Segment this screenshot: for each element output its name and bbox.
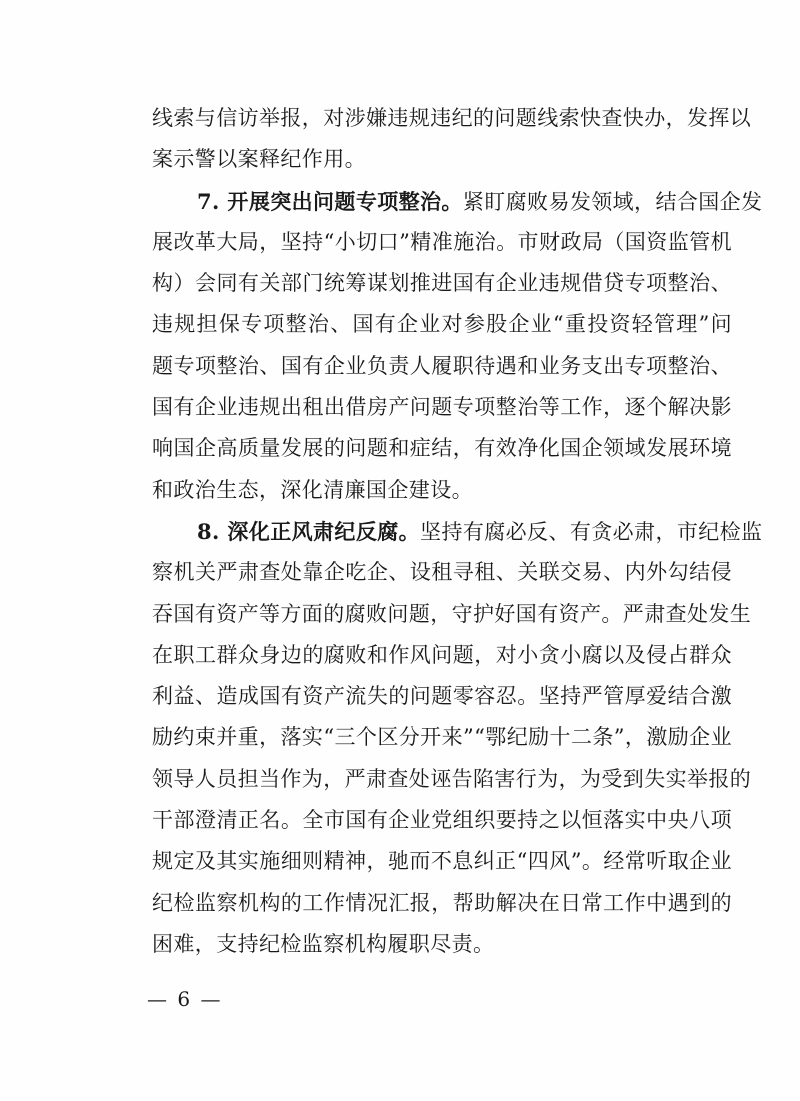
section-8-intro: 坚持有腐必反、有贪必肃，市纪检监 [420,519,763,544]
text-line: 国有企业违规出租出借房产问题专项整治等工作，逐个解决影 [152,395,732,420]
text-line: 规定及其实施细则精神，驰而不息纠正“四风”。经常听取企业 [152,849,732,874]
text-line: 领导人员担当作为，严肃查处诬告陷害行为，为受到失实举报的 [152,766,752,791]
text-line: 察机关严肃查处靠企吃企、设租寻租、关联交易、内外勾结侵 [152,560,732,585]
text-line: 构）会同有关部门统筹谋划推进国有企业违规借贷专项整治、 [152,271,732,296]
text-line: 展改革大局，坚持“小切口”精准施治。市财政局（国资监管机 [152,229,732,254]
body-text [152,98,763,965]
text-line: 在职工群众身边的腐败和作风问题，对小贪小腐以及侵占群众 [152,642,732,667]
section-7-first-line [152,181,763,222]
text-line: 题专项整治、国有企业负责人履职待遇和业务支出专项整治、 [152,353,732,378]
text-line: 案示警以案释纪作用。 [152,147,366,172]
text-line: 纪检监察机构的工作情况汇报，帮助解决在日常工作中遇到的 [152,890,732,915]
text-line: 响国企高质量发展的问题和症结，有效净化国企领域发展环境 [152,436,732,461]
section-7-intro: 紧盯腐败易发领域，结合国企发 [462,189,763,214]
text-line: 困难，支持纪检监察机构履职尽责。 [152,931,495,956]
text-line: 利益、造成国有资产流失的问题零容忍。坚持严管厚爱结合激 [152,684,732,709]
text-line: 违规担保专项整治、国有企业对参股企业“重投资轻管理”问 [152,312,732,337]
page-number: — 6 — [147,987,223,1011]
section-8-first-line [152,511,763,552]
section-8-heading: 8. 深化正风肃纪反腐。 [197,518,421,544]
text-line: 线索与信访举报，对涉嫌违规违纪的问题线索快查快办，发挥以 [152,106,752,130]
section-7-heading: 7. 开展突出问题专项整治。 [197,188,463,214]
text-line: 励约束并重，落实“三个区分开来”“鄂纪励十二条”，激励企业 [152,725,732,750]
text-line: 吞国有资产等方面的腐败问题，守护好国有资产。严肃查处发生 [152,601,752,626]
text-line: 干部澄清正名。全市国有企业党组织要持之以恒落实中央八项 [152,808,732,833]
text-line: 和政治生态，深化清廉国企建设。 [152,477,473,502]
